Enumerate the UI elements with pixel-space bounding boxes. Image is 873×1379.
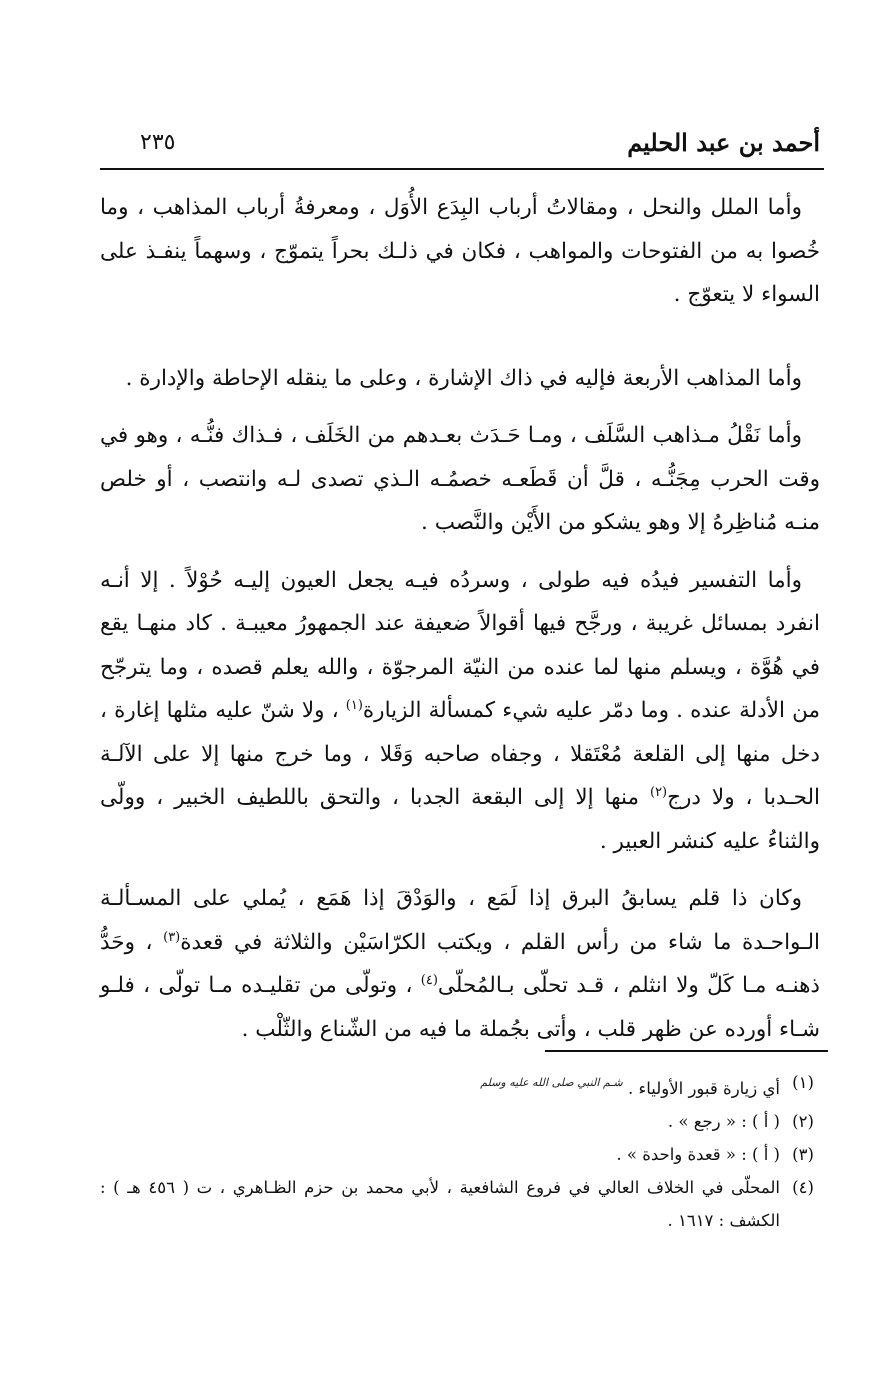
footnote-text-content: أي زيارة قبور الأولياء .	[627, 1079, 780, 1098]
footnote-text: ( أ ) : « قعدة واحدة » .	[616, 1145, 780, 1164]
footnote-text: ( أ ) : « رجع » .	[667, 1112, 780, 1131]
paragraph-segment: ، وتولّى من تقليـده مـا تولّى ، فلـو شـاء أورده عن ظهر قلب ، وأتى بجُملة ما فيه من الشّناع والثّلْب .	[100, 973, 820, 1042]
handwritten-annotation: شـم النبي صلى الله عليه وسلم	[480, 1076, 623, 1089]
paragraph-segment: ، ولا شنّ عليه مثلها إغارة ، دخل منها إلى القلعة مُعْتَقلا ، وجفاه صاحبه وَقَلا ، وما خرج منها إلا على الآلـة الحـدبا ، ولا درج	[100, 698, 820, 810]
paragraph	[100, 877, 820, 1051]
footnote-marker: (٤)	[420, 972, 438, 988]
footnote-text: المحلّى في الخلاف العالي في فروع الشافعية ، لأبي محمد بن حزم الظـاهري ، ت ( ٤٥٦ هـ ) : الكشف : ١٦١٧ .	[100, 1178, 780, 1230]
footnote-number: (٤)	[792, 1178, 814, 1197]
footnotes	[100, 1066, 826, 1237]
paragraph: وأما المذاهب الأربعة فإليه في ذاك الإشارة ، وعلى ما ينقله الإحاطة والإدارة .	[125, 365, 802, 391]
paragraph-segment: وأما التفسير فيدُه فيه طولى ، وسردُه فيـه يجعل العيون إليـه حُوْلاً . إلا أنـه انفرد بمسائل غريبة ، ورجَّح فيها أقوالاً ضعيفة عند الجمهورُ معيبـة . كاد منهـا يقع في هُوَّة ، ويسلم منها لما عنده من النيّة المرجوّة ، والله يعلم قصده ، وما يترجّح من الأدلة عنده . وما دمّر عليه شيء كمسألة الزيارة	[100, 567, 821, 723]
running-header	[100, 122, 824, 170]
footnote-item	[100, 1138, 826, 1171]
paragraph-segment: منها إلا إلى البقعة الجدبا ، والتحق باللطيف الخبير ، وولّى والثناءُ عليه كنشر العبير .	[100, 785, 820, 854]
footnote-marker: (١)	[345, 697, 363, 713]
paragraph: وأما الملل والنحل ، ومقالاتُ أرباب البِدَع الأُوَل ، ومعرفةُ أرباب المذاهب ، وما خُصوا به من الفتوحات والمواهب ، فكان في ذلـك بحراً يتموّج ، وسهماً ينفـذ على السواء لا يتعوّج .	[100, 195, 820, 307]
paragraph: وأما نَقْلُ مـذاهب السَّلَف ، ومـا حَـدَث بعـدهم من الخَلَف ، فـذاك فنُّـه ، وهو في وقت الحرب مِجَنُّـه ، قلَّ أن قَطَعـه خصمُـه الـذي تصدى لـه وانتصب ، أو خلص منـه مُناظِرهُ إلا وهو يشكو من الأَيْن والنَّصب .	[100, 423, 820, 535]
footnote-number: (٣)	[792, 1145, 814, 1164]
footnote-marker: (٣)	[163, 929, 181, 945]
footnote-item	[100, 1171, 826, 1237]
body-text	[100, 186, 820, 1051]
footnote-divider	[545, 1050, 828, 1052]
footnote-item	[100, 1105, 826, 1138]
paragraph	[100, 559, 820, 864]
header-title: أحمد بن عبد الحليم	[627, 128, 820, 157]
paragraph-segment: وكان ذا قلم يسابقُ البرق إذا لَمَع ، والوَدْقَ إذا هَمَع ، يُملي على المسـألـة الـواحـدة ما شاء من رأس القلم ، ويكتب الكرّاسَيْن والثلاثة في قعدة	[100, 886, 820, 955]
footnote-number: (١)	[792, 1073, 814, 1092]
footnote-marker: (٢)	[649, 784, 668, 800]
footnote-number: (٢)	[792, 1112, 814, 1131]
footnote-text	[100, 1066, 780, 1105]
page-number: ٢٣٥	[140, 130, 176, 155]
footnote-item	[100, 1066, 826, 1105]
paragraph-segment: ، وحَدُّ ذهنـه مـا كَلّ ولا انثلم ، قـد تحلّى بـالمُحلّى	[100, 929, 820, 998]
